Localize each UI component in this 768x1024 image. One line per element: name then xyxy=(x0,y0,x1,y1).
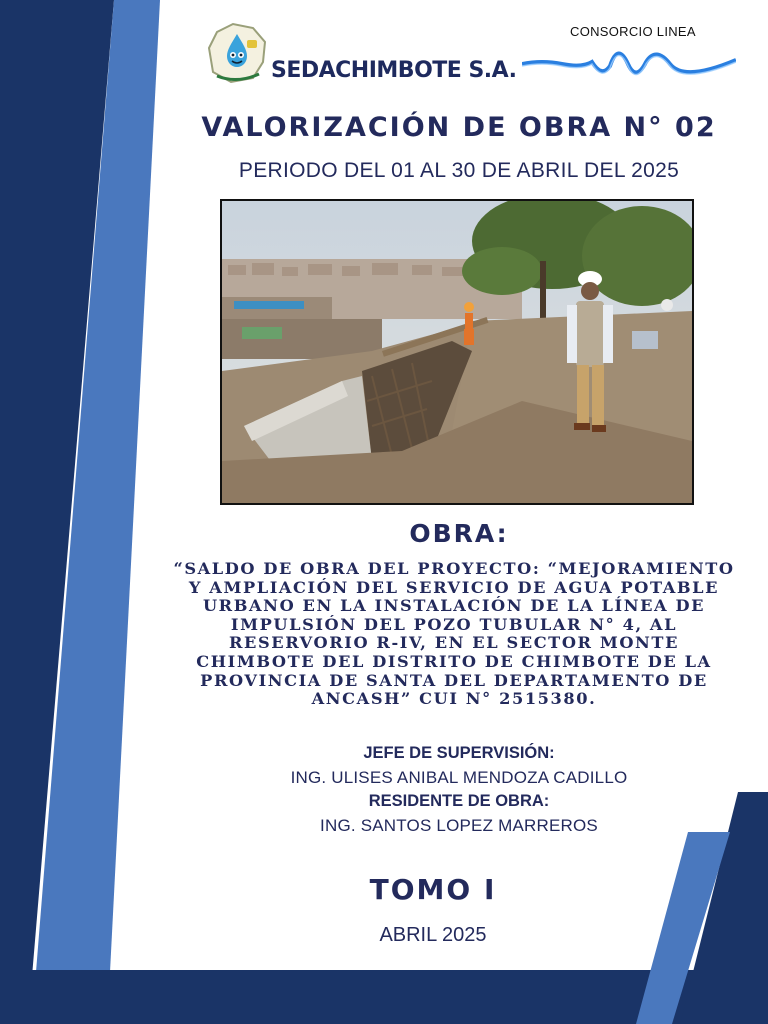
resident-label: RESIDENTE DE OBRA: xyxy=(368,792,550,810)
water-drop-mascot-icon xyxy=(203,18,271,86)
obra-line: RESERVORIO R-IV, EN EL SECTOR MONTE xyxy=(228,633,680,653)
obra-line: CHIMBOTE DEL DISTRITO DE CHIMBOTE DE LA xyxy=(196,651,712,671)
obra-line: IMPULSIÓN DEL POZO TUBULAR N° 4, AL xyxy=(230,614,678,634)
period-subtitle: PERIODO DEL 01 AL 30 DE ABRIL DEL 2025 xyxy=(238,159,680,182)
supervisor-label: JEFE DE SUPERVISIÓN: xyxy=(363,744,555,762)
consorcio-linea-logo xyxy=(522,22,736,88)
wave-icon xyxy=(522,38,736,86)
obra-label: OBRA: xyxy=(409,519,509,548)
obra-line: URBANO EN LA INSTALACIÓN DE LA LÍNEA DE xyxy=(202,596,706,616)
obra-line: ANCASH” CUI N° 2515380. xyxy=(311,689,597,709)
consorcio-linea-name: CONSORCIO LINEA xyxy=(570,24,696,39)
obra-line: “SALDO DE OBRA DEL PROYECTO: “MEJORAMIENTO xyxy=(173,559,735,578)
tomo-label: TOMO I xyxy=(369,873,497,906)
supervisor-name: ING. ULISES ANIBAL MENDOZA CADILLO xyxy=(290,768,628,787)
obra-description xyxy=(146,560,762,709)
document-title: VALORIZACIÓN DE OBRA N° 02 xyxy=(201,112,717,143)
document-date: ABRIL 2025 xyxy=(379,924,487,946)
resident-name: ING. SANTOS LOPEZ MARREROS xyxy=(320,816,598,835)
sedachimbote-name: SEDACHIMBOTE S.A. xyxy=(271,58,517,83)
sedachimbote-logo xyxy=(203,18,517,90)
construction-site-photo xyxy=(220,199,694,505)
obra-line: PROVINCIA DE SANTA DEL DEPARTAMENTO DE xyxy=(200,670,708,690)
obra-line: Y AMPLIACIÓN DEL SERVICIO DE AGUA POTABLE xyxy=(188,577,720,597)
